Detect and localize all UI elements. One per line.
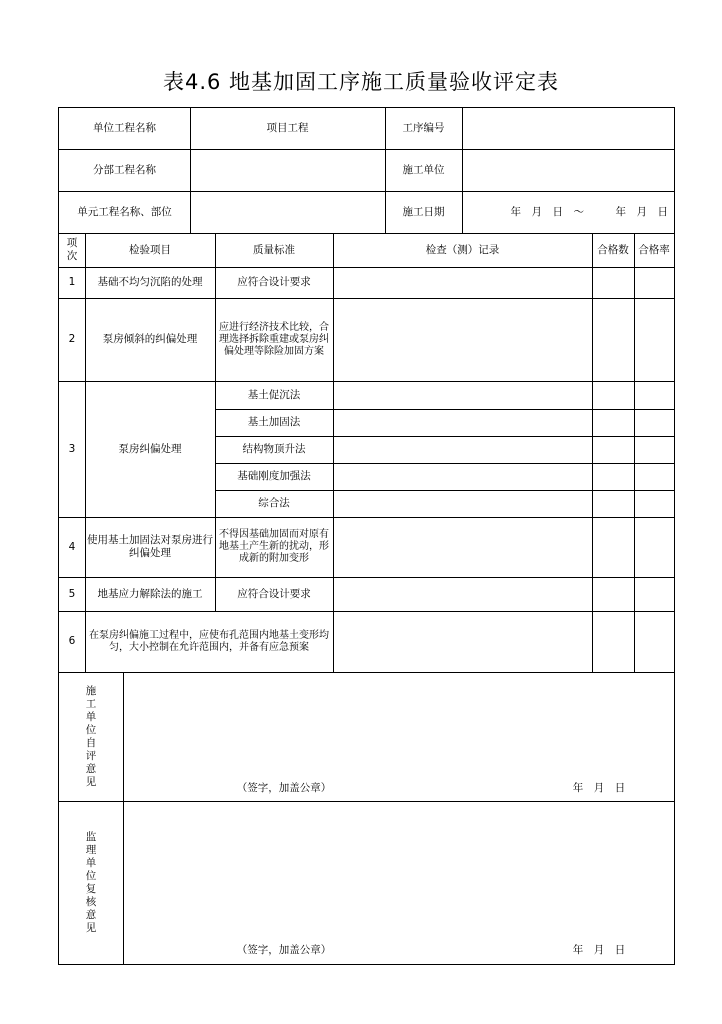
construction-date: 年 月 日 (572, 781, 626, 794)
unit-project-label: 单位工程名称 (93, 122, 156, 134)
row-4-item: 使用基土加固法对泵房进行纠偏处理 (87, 534, 213, 559)
row-6-item: 在泵房纠偏施工过程中，应使布孔范围内地基土变形均匀，大小控制在允许范围内，并备有应急预案 (89, 629, 329, 653)
construction-opinion-label-cell (59, 672, 123, 801)
process-no-field[interactable] (462, 108, 674, 149)
col-pass-rate-header: 合格率 (638, 243, 670, 256)
row-4-standard: 不得因基础加固而对原有地基土产生新的扰动，形成新的附加变形 (219, 529, 329, 564)
row-2-item: 泵房倾斜的纠偏处理 (102, 333, 198, 345)
col-no-header: 项次 (66, 237, 78, 262)
row-3-standard-1: 基土促沉法 (247, 388, 301, 401)
col-pass-count-header: 合格数 (597, 243, 629, 256)
row-5-no: 5 (68, 587, 76, 600)
sub-project-field[interactable] (190, 149, 385, 191)
row-2-standard: 应进行经济技术比较，合理选择拆除重建或泵房纠偏处理等除险加固方案 (219, 321, 329, 357)
row-1-no: 1 (68, 276, 76, 288)
row-5-item: 地基应力解除法的施工 (97, 587, 203, 600)
construction-date-range[interactable]: 年 月 日 ～ 年 月 日 (510, 205, 668, 218)
row-3-item: 泵房纠偏处理 (118, 442, 182, 455)
inspection-form (58, 107, 675, 965)
row-2-no: 2 (68, 333, 76, 345)
row-3-standard-2: 基土加固法 (247, 416, 301, 428)
row-1-item: 基础不均匀沉陷的处理 (97, 276, 203, 288)
supervision-date: 年 月 日 (572, 943, 626, 956)
row-5-standard: 应符合设计要求 (237, 587, 311, 600)
construction-opinion-label: 施工单位自评意见 (85, 684, 97, 788)
element-field[interactable] (190, 191, 385, 233)
row-3-standard-5: 综合法 (258, 497, 290, 509)
supervision-opinion-label: 监理单位复核意见 (85, 830, 97, 934)
col-item-header: 检验项目 (129, 243, 171, 256)
supervision-opinion-field[interactable] (123, 801, 674, 964)
supervision-opinion-label-cell (59, 801, 123, 964)
page-title: 表4.6 地基加固工序施工质量验收评定表 (162, 70, 560, 94)
construction-date-label: 施工日期 (402, 205, 445, 218)
row-1-standard: 应符合设计要求 (237, 276, 311, 288)
supervision-sign-note: （签字，加盖公章） (236, 943, 332, 956)
row-6-no: 6 (68, 635, 76, 647)
col-standard-header: 质量标准 (253, 243, 295, 256)
process-no-label: 工序编号 (402, 122, 445, 134)
row-3-standard-4: 基础刚度加强法 (237, 470, 311, 482)
row-4-no: 4 (68, 540, 76, 553)
construction-sign-note: （签字，加盖公章） (236, 781, 332, 794)
construction-unit-field[interactable] (462, 149, 674, 191)
col-record-header: 检查（测）记录 (425, 243, 500, 256)
row-3-standard-3: 结构物顶升法 (242, 443, 306, 455)
construction-unit-label: 施工单位 (402, 163, 445, 176)
element-label: 单元工程名称、部位 (77, 205, 172, 218)
sub-project-label: 分部工程名称 (93, 163, 156, 176)
row-3-no: 3 (68, 442, 76, 455)
unit-project-value[interactable]: 项目工程 (266, 122, 309, 134)
